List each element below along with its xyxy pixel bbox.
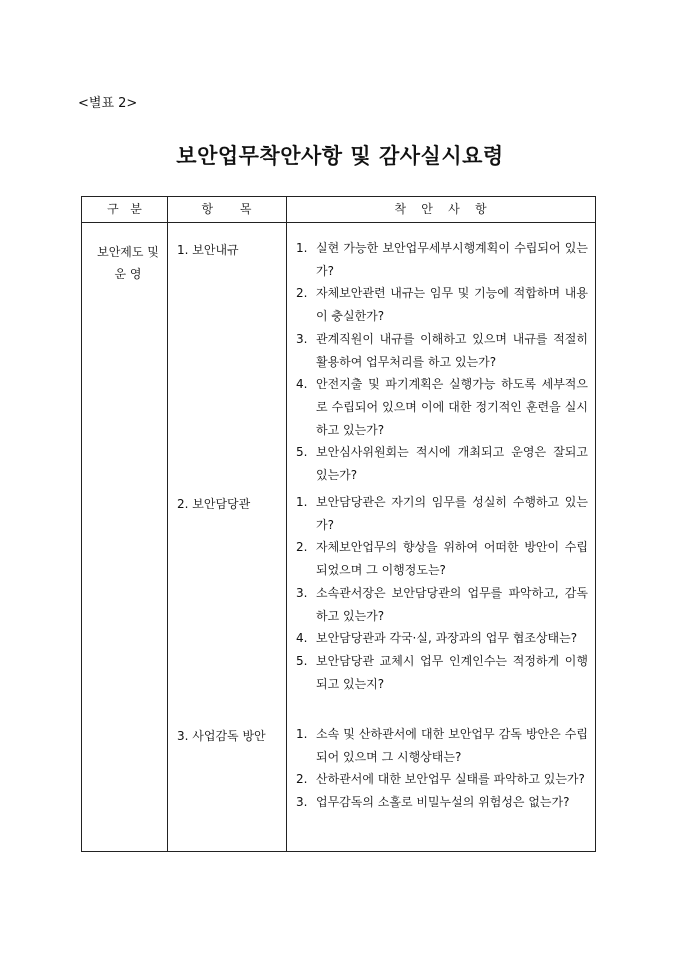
question-item: [296, 237, 588, 282]
question-text: 자체보안업무의 향상을 위하여 어떠한 방안이 수립되었으며 그 이행정도는?: [316, 540, 588, 578]
question-number: 4.: [296, 631, 308, 646]
question-number: 2.: [296, 772, 308, 787]
question-number: 3.: [296, 331, 308, 346]
item-label: 2. 보안담당관: [177, 497, 251, 511]
question-list: [296, 237, 588, 487]
question-text: 보안심사위원회는 적시에 개최되고 운영은 잘되고 있는가?: [316, 445, 588, 483]
checklist-table: [81, 196, 596, 852]
item-label: 3. 사업감독 방안: [177, 729, 266, 743]
question-item: [296, 768, 588, 791]
question-number: 5.: [296, 445, 308, 460]
question-text: 산하관서에 대한 보안업무 실태를 파악하고 있는가?: [316, 772, 585, 787]
document-title: 보안업무착안사항 및 감사실시요령: [176, 144, 504, 168]
header-points: 착 안 사 항: [394, 202, 487, 216]
question-text: 실현 가능한 보안업무세부시행계획이 수립되어 있는가?: [316, 241, 588, 278]
question-text: 보안담당관은 자기의 임무를 성실히 수행하고 있는가?: [316, 495, 588, 532]
question-text: 보안담당관과 각국·실, 과장과의 업무 협조상태는?: [316, 631, 578, 646]
question-text: 보안담당관 교체시 업무 인계인수는 적정하게 이행되고 있는지?: [316, 653, 588, 691]
column-divider: [167, 197, 168, 851]
question-list: [296, 491, 588, 695]
question-number: 4.: [296, 377, 308, 392]
question-number: 3.: [296, 795, 308, 810]
appendix-label: <별표 2>: [78, 96, 138, 111]
question-number: 1.: [296, 727, 308, 741]
question-text: 자체보안관련 내규는 임무 및 기능에 적합하며 내용이 충실한가?: [316, 286, 588, 324]
category-cell: [88, 241, 168, 285]
category-line: 운 영: [114, 267, 142, 281]
question-text: 업무감독의 소홀로 비밀누설의 위험성은 없는가?: [316, 795, 570, 810]
question-list: [296, 723, 588, 814]
question-item: [296, 650, 588, 695]
question-item: [296, 282, 588, 327]
item-label: 1. 보안내규: [177, 243, 239, 257]
question-number: 2.: [296, 286, 308, 301]
question-item: [296, 582, 588, 627]
table-header: [82, 197, 595, 223]
question-text: 소속 및 산하관서에 대한 보안업무 감독 방안은 수립되어 있으며 그 시행상태는?: [316, 727, 588, 764]
question-item: [296, 441, 588, 486]
question-item: [296, 491, 588, 536]
category-line: 보안제도 및: [97, 245, 159, 259]
question-number: 1.: [296, 495, 308, 509]
header-category: 구 분: [107, 202, 142, 216]
question-number: 2.: [296, 540, 308, 555]
question-item: [296, 791, 588, 814]
question-item: [296, 328, 588, 373]
column-divider: [286, 197, 287, 851]
question-item: [296, 723, 588, 768]
question-number: 3.: [296, 585, 308, 600]
question-item: [296, 627, 588, 650]
header-item: 항 목: [201, 202, 252, 216]
question-text: 관계직원이 내규를 이해하고 있으며 내규를 적절히 활용하여 업무처리를 하고 있는가?: [316, 331, 588, 369]
question-item: [296, 536, 588, 581]
question-number: 5.: [296, 653, 308, 668]
question-text: 소속관서장은 보안담당관의 업무를 파악하고, 감독하고 있는가?: [316, 585, 588, 623]
question-text: 안전지출 및 파기계획은 실행가능 하도록 세부적으로 수립되어 있으며 이에 대한 정기적인 훈련을 실시하고 있는가?: [316, 377, 588, 437]
question-number: 1.: [296, 241, 308, 255]
question-item: [296, 373, 588, 441]
